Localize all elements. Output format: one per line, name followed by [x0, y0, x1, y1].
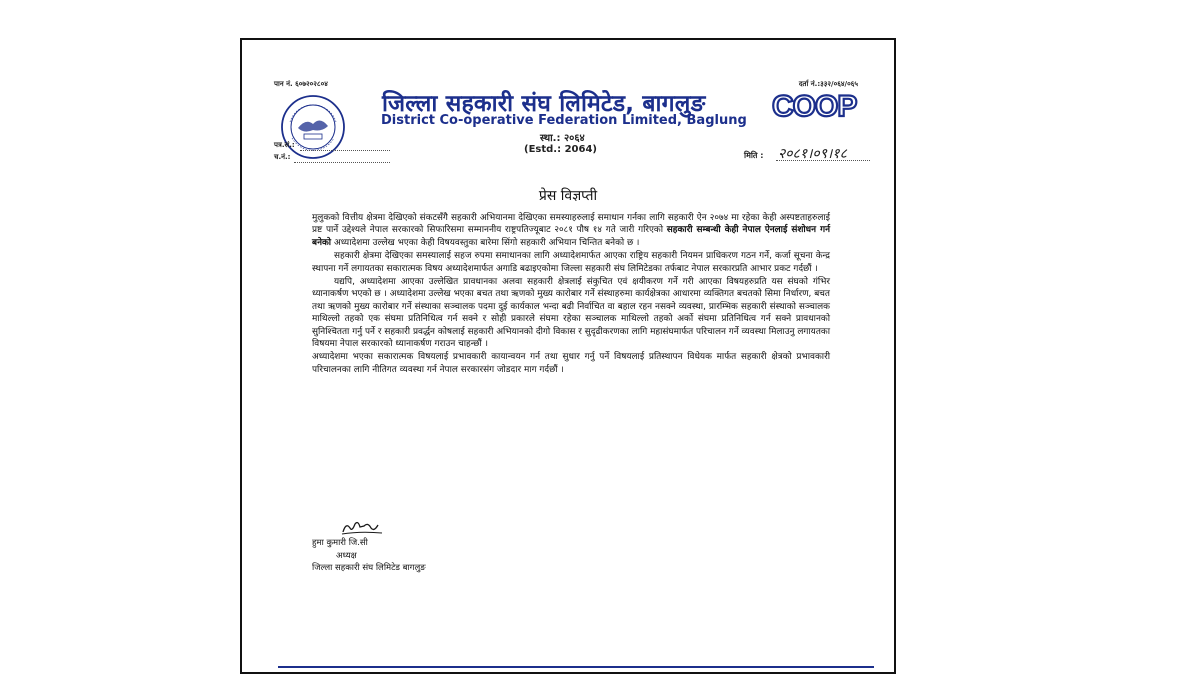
date-label: मिति : [744, 151, 764, 160]
coop-logo-text: COOP [772, 90, 857, 122]
dispatch-number-line [294, 162, 390, 163]
letter-number-label: पत्र.सं.: [274, 141, 295, 149]
signatory-position: अध्यक्ष [336, 550, 357, 561]
paragraph-1-bold: सहकारी सम्बन्धी केही नेपाल ऐनलाई संशोधन गर्न बनेको [312, 225, 830, 248]
press-release-title: प्रेस विज्ञप्ती [538, 188, 598, 204]
signatory-block [312, 537, 426, 575]
date-value: २०८१।०९।१८ [778, 146, 847, 162]
signature-icon [340, 518, 384, 538]
signatory-name: हुमा कुमारी जि.सी [312, 538, 368, 548]
pan-number: पान नं. ६०७२०२८०४ [274, 80, 328, 88]
paragraph-2: सहकारी क्षेत्रमा देखिएका समस्यालाई सहज रुपमा समाधानका लागि अध्यादेशमार्फत आएका राष्ट्रिय सहकारी नियमन प्राधिकरण गठन गर्ने, कर्जा सूचना केन्द्र स्थापना गर्ने लगायतका सकारात्मक विषय अध्यादेशमार्फत अगाडि बढाइएकोमा जिल्ला सहकारी संघ लिमिटेडका तर्फबाट नेपाल सरकारप्रति आभार प्रकट गर्दछौं । [312, 251, 830, 274]
signatory-org: जिल्ला सहकारी संघ लिमिटेड बागलुङ [312, 563, 426, 573]
footer-divider [278, 666, 874, 668]
dispatch-number-label: च.नं.: [274, 153, 291, 161]
date-line [776, 160, 870, 161]
paragraph-1 [312, 212, 830, 249]
registration-number: दर्ता नं.:३३२/०६४/०६५ [798, 80, 858, 88]
coop-logo-icon [770, 90, 862, 122]
paragraph-1-end: अध्यादेशमा उल्लेख भएका केही विषयवस्तुका बारेमा सिंगो सहकारी अभियान चिन्तित बनेको छ । [333, 237, 640, 248]
paragraph-4: अध्यादेशमा भएका सकारात्मक विषयलाई प्रभावकारी कायान्वयन गर्न तथा सुधार गर्नु पर्ने विषयलाई प्रतिस्थापन विधेयक मार्फत सहकारी क्षेत्रको प्रभावकारी परिचालनका लागि नीतिगत व्यवस्था गर्न नेपाल सरकारसंग जोडदार माग गर्दछौं । [312, 352, 830, 375]
org-name-nepali: जिल्ला सहकारी संघ लिमिटेड, बागलुङ [382, 91, 706, 117]
paragraph-1-start: मुलुकको वित्तीय क्षेत्रमा देखिएको संकटसँगै सहकारी अभियानमा देखिएका समस्याहरुलाई समाधान गर्नका लागि सहकारी ऐन २०७४ मा रहेका केही अस्पष्टताहरुलाई प्रष्ट पार्ने उद्देश्यले नेपाल सरकारको सिफारिसमा सम्माननीय राष्ट्रपतिज्यूबाट २०८१ पौष १४ गते जारी गरिएको [312, 213, 830, 236]
letter-number-line [300, 150, 390, 151]
org-name-english: District Co-operative Federation Limited, Baglung [381, 113, 747, 128]
established-nepali: स्था.: २०६४ [540, 133, 585, 144]
paragraph-3: यद्यपि, अध्यादेशमा आएका उल्लेखित प्रावधानका अलवा सहकारी क्षेत्रलाई संकुचित एवं क्षयीकरण गर्ने गरी आएका विषयहरुप्रति यस संघको गंभिर ध्यानाकर्षण भएको छ । अध्यादेशमा उल्लेख भएका बचत तथा ऋणको मुख्य कारोबार गर्ने संस्थाहरुमा कार्यक्षेत्रका आधारमा व्यक्तिगत बचतको सिमा निर्धारण, बचत तथा ऋणको मुख्य कारोबार गर्ने संस्थाका सञ्चालक पदमा दुई कार्यकाल भन्दा बढी निर्वाचित वा बहाल रहन नसक्ने व्यवस्था, प्रारम्भिक सहकारी संस्थाको सञ्चालक माथिल्लो तहको एक संघमा प्रतिनिधित्व गर्न सक्ने र सोही प्रकारले संघमा रहेका सञ्चालक माथिल्लो तहको अर्को संघमा प्रतिनिधित्व गर्न सक्ने प्रावधानको सुनिश्चितता गर्नु पर्ने र सहकारी प्रवर्द्धन कोषलाई सहकारी अभियानको दीगो विकास र सुदृढीकरणका लागि महासंघमार्फत परिचालन गर्ने व्यवस्था मिलाउनु लगायतका विषयमा नेपाल सरकारको ध्यानाकर्षण गराउन चाहन्छौं । [312, 277, 830, 350]
established-english: (Estd.: 2064) [524, 144, 597, 155]
letter-body [312, 212, 830, 377]
letter-page [240, 38, 896, 674]
